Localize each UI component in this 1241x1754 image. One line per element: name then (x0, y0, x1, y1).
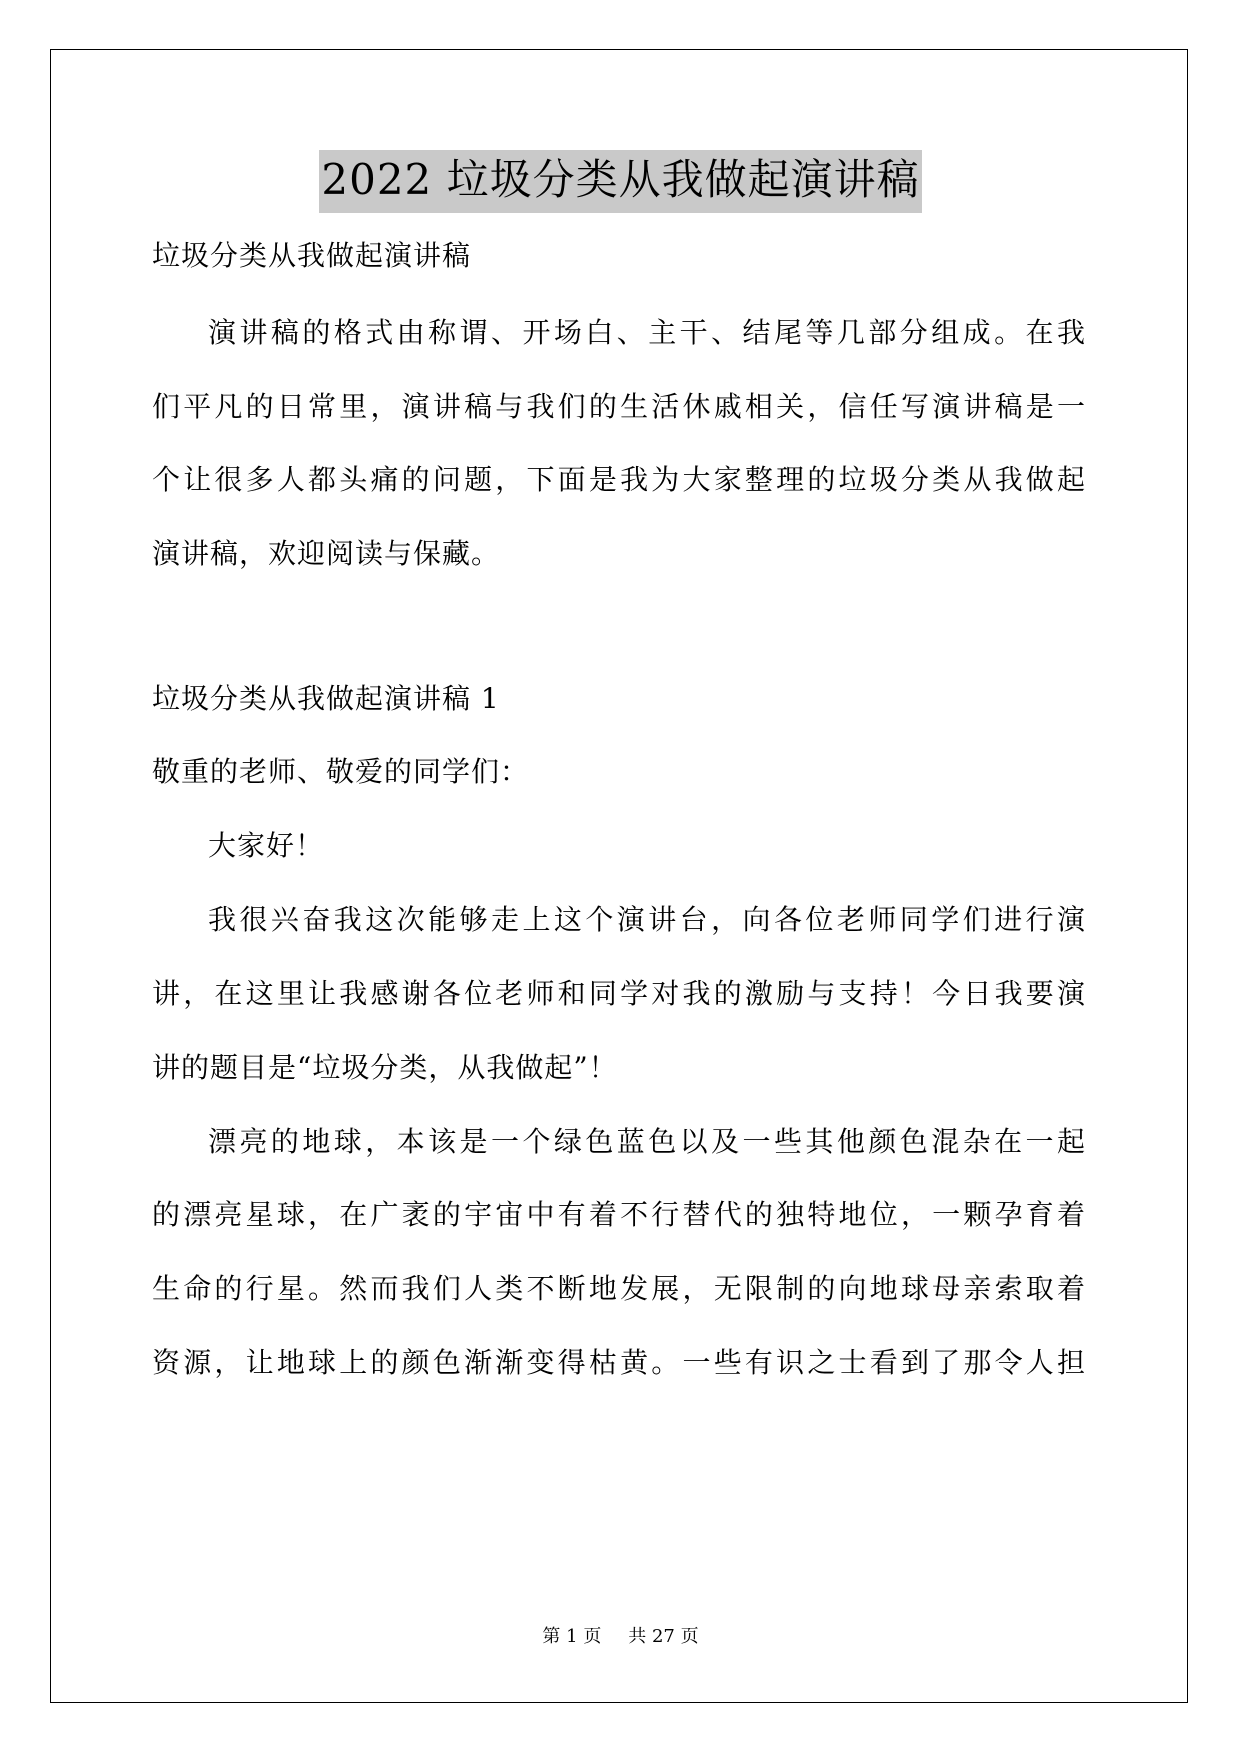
paragraph-line: 个让很多人都头痛的问题，下面是我为大家整理的垃圾分类从我做起 (152, 463, 1086, 496)
paragraph-line: 资源，让地球上的颜色渐渐变得枯黄。一些有识之士看到了那令人担 (152, 1346, 1086, 1379)
paragraph-line: 的漂亮星球，在广袤的宇宙中有着不行替代的独特地位，一颗孕育着 (152, 1198, 1086, 1231)
document-title: 2022 垃圾分类从我做起演讲稿 (319, 150, 921, 213)
section-heading: 垃圾分类从我做起演讲稿 1 (152, 682, 500, 715)
paragraph-line: 漂亮的地球，本该是一个绿色蓝色以及一些其他颜色混杂在一起 (208, 1125, 1086, 1158)
paragraph-line: 演讲稿的格式由称谓、开场白、主干、结尾等几部分组成。在我 (208, 316, 1086, 349)
paragraph-line: 生命的行星。然而我们人类不断地发展，无限制的向地球母亲索取着 (152, 1272, 1086, 1305)
page-footer (0, 1622, 1241, 1648)
paragraph-line: 们平凡的日常里，演讲稿与我们的生活休戚相关，信任写演讲稿是一 (152, 390, 1086, 423)
paragraph-line: 我很兴奋我这次能够走上这个演讲台，向各位老师同学们进行演 (208, 903, 1086, 936)
subtitle-line: 垃圾分类从我做起演讲稿 (152, 239, 472, 272)
page-total: 共 27 页 (628, 1626, 699, 1647)
paragraph-line: 讲的题目是“垃圾分类，从我做起”！ (152, 1051, 618, 1084)
paragraph-line: 讲，在这里让我感谢各位老师和同学对我的激励与支持！今日我要演 (152, 977, 1086, 1010)
page-number: 第 1 页 (542, 1626, 602, 1647)
paragraph-line: 演讲稿，欢迎阅读与保藏。 (152, 537, 501, 570)
page-border (50, 49, 1188, 1703)
title-container (0, 150, 1241, 213)
salutation-line: 敬重的老师、敬爱的同学们： (152, 755, 530, 788)
greeting-line: 大家好！ (208, 829, 325, 862)
